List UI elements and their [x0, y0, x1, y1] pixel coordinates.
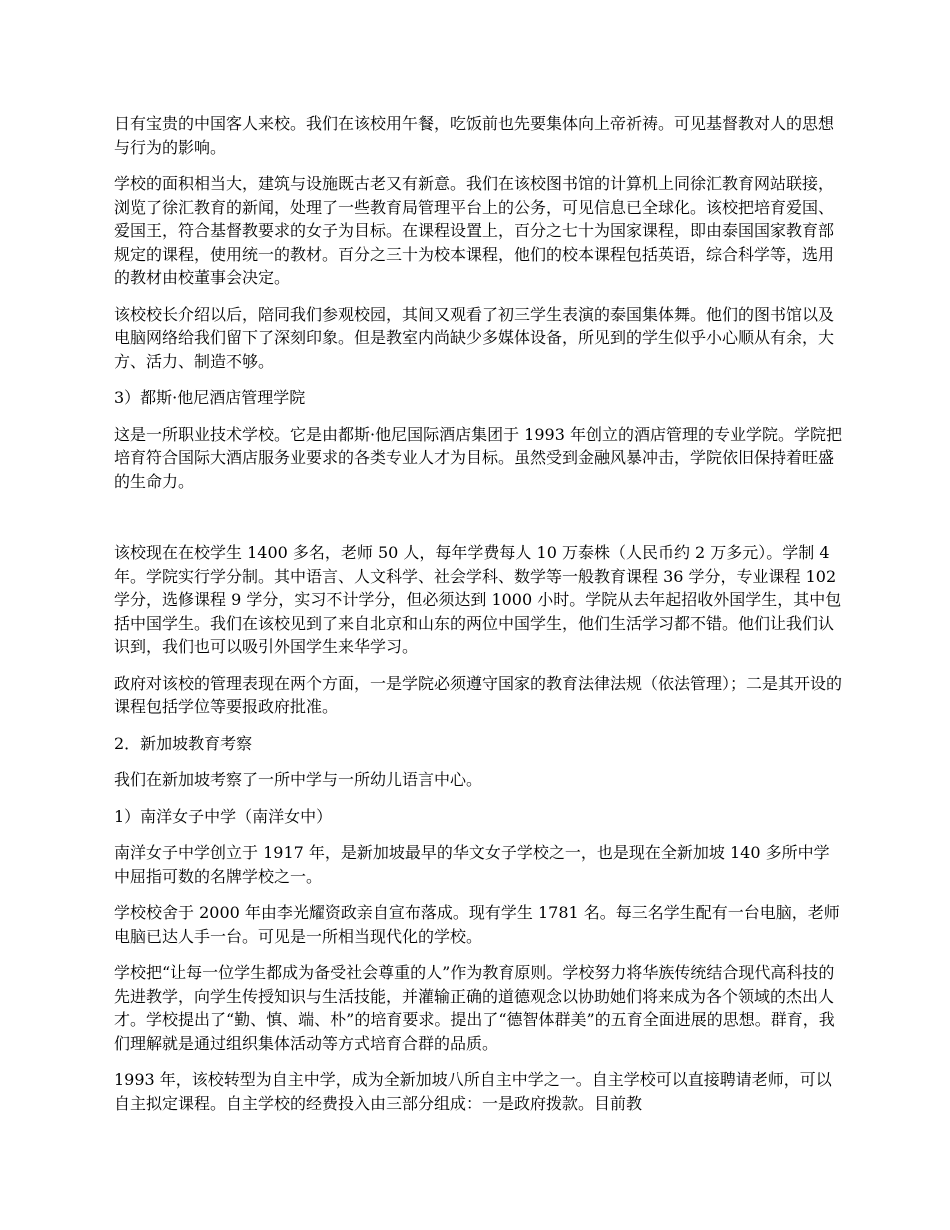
paragraph-nanyang-principles: 学校把“让每一位学生都成为备受社会尊重的人”作为教育原则。学校努力将华族传统结合现代高科技的先进教学，向学生传授知识与生活技能，并灌输正确的道德观念以协助她们将来成为各个领域的杰出人才。学校提出了“勤、慎、端、朴”的培育要求。提出了“德智体群美”的五育全面进展的思想。群育，我们理解就是通过组织集体活动等方式培育合群的品质。 — [114, 963, 835, 1053]
paragraph-nanyang-founding: 南洋女子中学创立于 1917 年，是新加坡最早的华文女子学校之一，也是现在全新加坡 140 多所中学中屈指可数的名牌学校之一。 — [114, 843, 830, 886]
document-page — [114, 112, 844, 1128]
paragraph-nanyang-autonomous: 1993 年，该校转型为自主中学，成为全新加坡八所自主中学之一。自主学校可以直接聘请老师，可以自主拟定课程。自主学校的经费投入由三部分组成：一是政府拨款。目前教 — [114, 1070, 832, 1113]
paragraph-nanyang-campus: 学校校舍于 2000 年由李光耀资政亲自宣布落成。现有学生 1781 名。每三名学生配有一台电脑，老师电脑已达人手一台。可见是一所相当现代化的学校。 — [114, 903, 840, 946]
paragraph-campus-facilities: 学校的面积相当大，建筑与设施既古老又有新意。我们在该校图书馆的计算机上同徐汇教育网站联接，浏览了徐汇教育的新闻，处理了一些教育局管理平台上的公务，可见信息已全球化。该校把培育爱国、爱国王，符合基督教要求的女子为目标。在课程设置上，百分之七十为国家课程，即由泰国国家教育部规定的课程，使用统一的教材。百分之三十为校本课程，他们的校本课程包括英语，综合科学等，选用的教材由校董事会决定。 — [114, 174, 835, 287]
paragraph-singapore-overview: 我们在新加坡考察了一所中学与一所幼儿语言中心。 — [114, 770, 483, 789]
paragraph-christian-influence: 日有宝贵的中国客人来校。我们在该校用午餐，吃饭前也先要集体向上帝祈祷。可见基督教对人的思想与行为的影响。 — [114, 114, 835, 157]
heading-nanyang-girls-high: 1）南洋女子中学（南洋女中） — [114, 806, 333, 826]
heading-dusit-thani-college: 3）都斯·他尼酒店管理学院 — [114, 388, 306, 407]
section-gap — [114, 506, 844, 541]
paragraph-principal-tour: 该校校长介绍以后，陪同我们参观校园，其间又观看了初三学生表演的泰国集体舞。他们的图书馆以及电脑网络给我们留下了深刻印象。但是教室内尚缺少多媒体设备，所见到的学生似乎小心顺从有余，大方、活力、制造不够。 — [114, 304, 835, 371]
paragraph-dusit-intro: 这是一所职业技术学校。它是由都斯·他尼国际酒店集团于 1993 年创立的酒店管理的专业学院。学院把培育符合国际大酒店服务业要求的各类专业人才为目标。虽然受到金融风暴冲击，学院依旧保持着旺盛的生命力。 — [114, 424, 842, 491]
heading-singapore-visit: 2．新加坡教育考察 — [114, 733, 253, 753]
paragraph-dusit-students: 该校现在在校学生 1400 多名，老师 50 人，每年学费每人 10 万泰株（人民币约 2 万多元）。学制 4 年。学院实行学分制。其中语言、人文科学、社会学科、数学等一般教育课程 36 学分，专业课程 102 学分，选修课程 9 学分，实习不计学分，但必须达到 1000 小时。学院从去年起招收外国学生，其中包括中国学生。我们在该校见到了来自北京和山东的两位中国学生，他们生活学习都不错。他们让我们认识到，我们也可以吸引外国学生来华学习。 — [114, 543, 842, 656]
paragraph-government-management: 政府对该校的管理表现在两个方面，一是学院必须遵守国家的教育法律法规（依法管理）；二是其开设的课程包括学位等要报政府批准。 — [114, 673, 843, 716]
